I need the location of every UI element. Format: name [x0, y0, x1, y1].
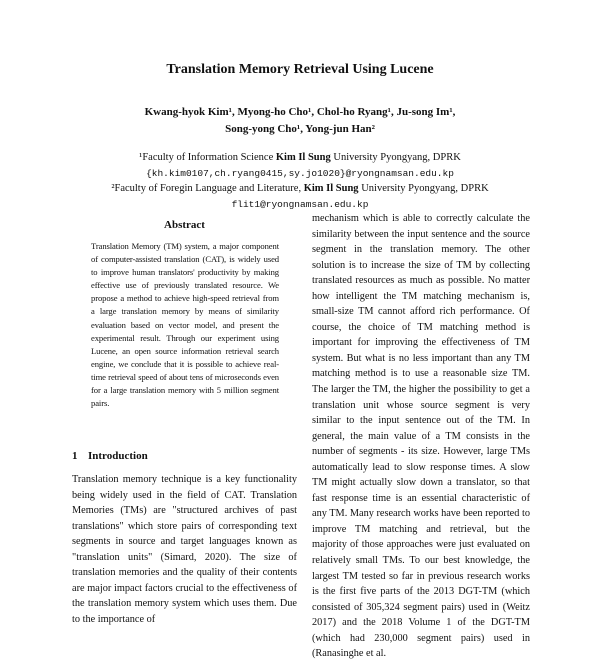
section-number: 1 [72, 450, 78, 462]
section-title: Introduction [88, 450, 148, 462]
abstract-heading: Abstract [164, 219, 205, 231]
affiliation-1-emails: {kh.kim0107,ch.ryang0415,sy.jo1020}@ryongnamsan.edu.kp [146, 167, 454, 179]
author-line-2: Song-yong Cho¹, Yong-jun Han² [225, 123, 375, 135]
affiliation-1-prefix: ¹Faculty of Information Science [139, 152, 276, 163]
author-list [0, 104, 600, 138]
affiliation-2-suffix: University Pyongyang, DPRK [358, 183, 489, 194]
paper-title: Translation Memory Retrieval Using Lucene [166, 62, 434, 77]
affiliations [0, 150, 600, 212]
introduction-body: Translation memory technique is a key functionality being widely used in the field of CAT. Translation Memories (TMs) are "structured archives of past translations" which store pairs of corresponding text segments in source and target languages known as "translation units" (Simard, 2020). The size of translation memories and the quality of their contents are major impact factors crucial to the effectiveness of the translation memory system which uses them. Due to the importance of [72, 474, 297, 625]
affiliation-2-prefix: ²Faculty of Foregin Language and Literature, [111, 183, 304, 194]
affiliation-2-university: Kim Il Sung [303, 183, 359, 194]
affiliation-1-university: Kim Il Sung [275, 152, 331, 163]
affiliation-2-email: flit1@ryongnamsan.edu.kp [231, 198, 369, 210]
affiliation-2 [0, 181, 600, 197]
author-line-1: Kwang-hyok Kim¹, Myong-ho Cho¹, Chol-ho Ryang¹, Ju-song Im¹, [144, 106, 456, 118]
right-column-body: mechanism which is able to correctly calculate the similarity between the input sentence and the source segment in the translation memory. The other solution is to increase the size of TM by collecting translated resources as much as possible. No matter how intelligent the TM matching mechanism is, small-size TM cannot afford rich performance. Of course, the choice of TM matching method is important for improving the effectiveness of TM system. But what is no less important than any TM matching method is to use a reasonable size TM. The larger the TM, the higher the possibility to get a translation unit whose source segment is very similar to the input sentence out of the TM. In general, the main value of a TM consists in the number of segments - its size. However, large TMs automatically lead to slow response times. A slow TM might actually slow down a translator, so that fast response time is an essential characteristic of any TM. Many research works have been reported to improve TM matching and retrieval, but the majority of those approaches were just evaluated on relatively small TMs. To our best knowledge, the largest TM tested so far in previous research works is the first five parts of the 2013 DGT-TM (which consisted of 305,324 segment pairs) used in (Weitz 2017) and the 2018 Volume 1 of the DGT-TM (which had 230,000 segment pairs) used in (Ranasinghe et al. [312, 213, 530, 660]
abstract-body: Translation Memory (TM) system, a major component of computer-assisted translation (CAT), is widely used to improve human translators' productivity by making effective use of previously translated resource. We propose a method to achieve high-speed retrieval from a large translation memory by means of similarity evaluation based on vector model, and present the experimental result. Through our experiment using Lucene, an open source information retrieval search engine, we conclude that it is possible to achieve real-time retrieval speed of about tens of microseconds even for a large translation memory with 5 million segment pairs. [91, 241, 279, 409]
affiliation-1-suffix: University Pyongyang, DPRK [330, 152, 461, 163]
affiliation-1 [0, 150, 600, 166]
introduction-heading [72, 450, 297, 462]
